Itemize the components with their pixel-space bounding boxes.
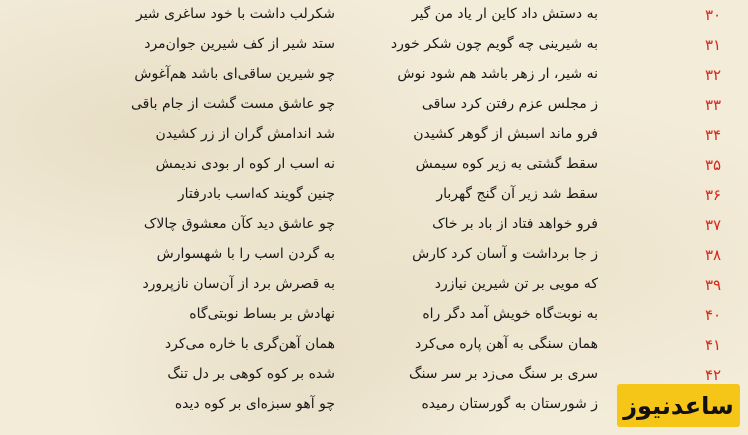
second-hemistich: فرو خواهد فتاد از باد بر خاک [432, 216, 598, 232]
second-hemistich: به شیرینی چه گویم چون شکر خورد [390, 36, 598, 52]
second-hemistich: نه شیر، ار زهر باشد هم شود نوش [397, 66, 598, 82]
verse-number: ۴۲ [704, 366, 722, 384]
verse-number: ۴۰ [704, 306, 722, 324]
first-hemistich: به قصرش برد از آن‌سان نازپرورد [142, 276, 335, 292]
first-hemistich: چو آهو سبزه‌ای بر کوه دیده [174, 396, 335, 412]
verse-number: ۳۸ [704, 246, 722, 264]
logo-text: ساعدنیوز [623, 391, 734, 420]
verse-number: ۳۳ [704, 96, 722, 114]
verse-number: ۳۴ [704, 126, 722, 144]
second-hemistich: ز مجلس عزم رفتن کرد ساقی [421, 96, 598, 112]
saatnews-logo [617, 384, 740, 427]
verse-number: ۳۷ [704, 216, 722, 234]
first-hemistich: چو عاشق مست گشت از جام باقی [130, 96, 335, 112]
first-hemistich: شده بر کوه کوهی بر دل تنگ [167, 366, 335, 382]
verse-number: ۳۰ [704, 6, 722, 24]
first-hemistich: چنین گویند که‌اسب بادرفتار [177, 186, 335, 202]
verse-row [0, 242, 748, 272]
second-hemistich: سقط گشتی به زیر کوه سیمش [415, 156, 598, 172]
verse-row [0, 92, 748, 122]
verse-row [0, 2, 748, 32]
second-hemistich: که مویی بر تن شیرین نیازرد [434, 276, 598, 292]
verse-number: ۳۱ [704, 36, 722, 54]
second-hemistich: همان سنگی به آهن پاره می‌کرد [414, 336, 598, 352]
verse-row [0, 32, 748, 62]
second-hemistich: سری بر سنگ می‌زد بر سر سنگ [409, 366, 598, 382]
first-hemistich: نهادش بر بساط نوبتی‌گاه [189, 306, 335, 322]
verse-row [0, 182, 748, 212]
verse-number: ۳۵ [704, 156, 722, 174]
first-hemistich: شکرلب داشت با خود ساغری شیر [135, 6, 335, 22]
first-hemistich: به گردن اسب را با شهسوارش [156, 246, 335, 262]
second-hemistich: به نوبت‌گاه خویش آمد دگر راه [422, 306, 598, 322]
verse-number: ۳۹ [704, 276, 722, 294]
first-hemistich: چو عاشق دید کآن معشوق چالاک [143, 216, 335, 232]
verse-row [0, 332, 748, 362]
second-hemistich: به دستش داد کاین ار یاد من گیر [411, 6, 598, 22]
verse-row [0, 272, 748, 302]
verse-number: ۳۶ [704, 186, 722, 204]
second-hemistich: سقط شد زیر آن گنج گهربار [436, 186, 598, 202]
verse-row [0, 122, 748, 152]
verse-number: ۳۲ [704, 66, 722, 84]
first-hemistich: همان آهن‌گری با خاره می‌کرد [164, 336, 335, 352]
verse-number: ۴۱ [704, 336, 722, 354]
first-hemistich: ستد شیر از کف شیرین جوان‌مرد [144, 36, 335, 52]
verse-row [0, 62, 748, 92]
verse-row [0, 152, 748, 182]
second-hemistich: ز شورستان به گورستان رمیده [421, 396, 598, 412]
first-hemistich: چو شیرین ساقی‌ای باشد هم‌آغوش [134, 66, 335, 82]
second-hemistich: فرو ماند اسبش از گوهر کشیدن [413, 126, 598, 142]
verse-row [0, 212, 748, 242]
first-hemistich: شد اندامش گران از زر کشیدن [155, 126, 335, 142]
second-hemistich: ز جا برداشت و آسان کرد کارش [412, 246, 598, 262]
first-hemistich: نه اسب ار کوه ار بودی ندیمش [155, 156, 335, 172]
verse-row [0, 302, 748, 332]
